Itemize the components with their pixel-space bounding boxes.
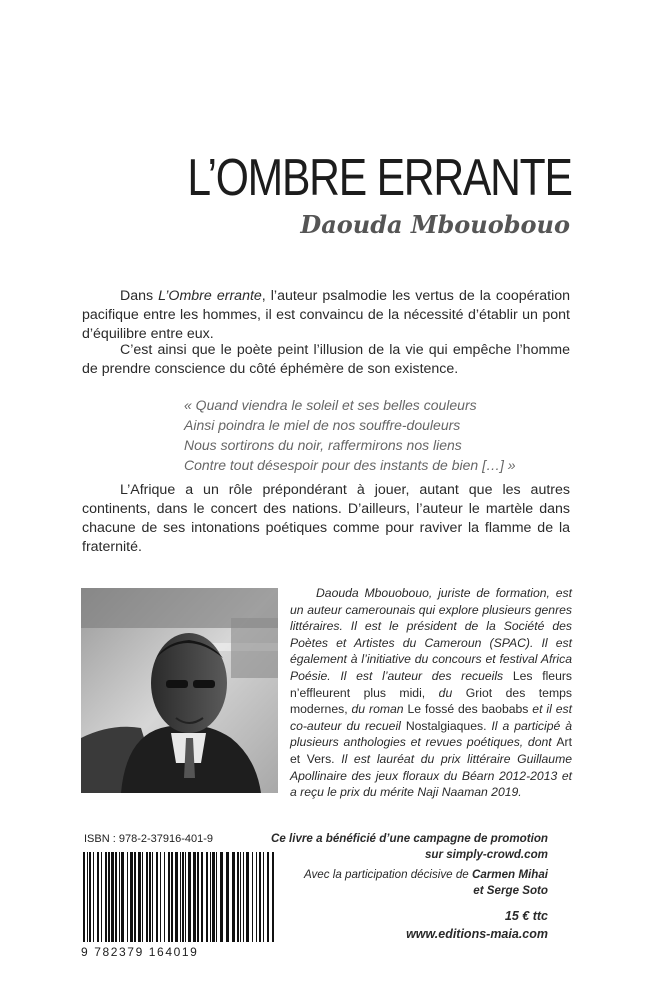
price: 15 € ttc [504,909,548,923]
promotion-note: Ce livre a bénéficié d’une campagne de promotion sur simply-crowd.com [270,832,548,861]
author-biography: Daouda Mbouobouo, juriste de formation, est un auteur camerounais qui explore plusieurs genres littéraires. Il est le président de la Société des Poètes et Artistes du Cameroun (SPAC). Il est également à l’initiative du concours et festival Africa Poésie. Il est l’auteur des recueils Les fleurs n’effleurent plus midi, du Griot des temps modernes, du roman Le fossé des baobabs et il est co-auteur du recueil Nostalgiaques. Il a participé à plusieurs anthologies et revues poétiques, dont Art et Vers. Il est lauréat du prix littéraire Guillaume Apollinaire des jeux floraux du Béarn 2012-2013 et a reçu le prix du mérite Naji Naaman 2019. [290,586,573,800]
author-photo [81,588,278,793]
summary-book-title: L’Ombre errante [158,288,262,304]
barcode [81,852,277,942]
quote-line: Ainsi poindra le miel de nos souffre-douleurs [184,417,461,433]
quote-line: Nous sortirons du noir, raffermirons nos liens [184,437,462,453]
summary-paragraph-3: L’Afrique a un rôle prépondérant à jouer, autant que les autres continents, dans le concert des nations. D’ailleurs, l’auteur le martèle dans chacune de ses intonations poétiques comme pour raviver la flamme de la fraternité. [82,482,570,555]
poem-quote [184,395,516,475]
participation-note: Avec la participation décisive de Carmen Mihai et Serge Soto [303,868,548,897]
book-author: Daouda Mbouobouo [300,210,570,239]
summary-paragraph-1: Dans L’Ombre errante, l’auteur psalmodie les vertus de la coopération pacifique entre les hommes, il est convaincu de la nécessité d’établir un pont d’équilibre entre eux. [82,288,570,342]
isbn: ISBN : 978-2-37916-401-9 [84,833,214,845]
publisher-website: www.editions-maia.com [406,927,548,941]
barcode-number: 9 782379 164019 [81,945,199,959]
summary-paragraph-2: C’est ainsi que le poète peint l’illusion de la vie qui empêche l’homme de prendre conscience du côté éphémère de son existence. [82,342,570,377]
book-title: L’OMBRE ERRANTE [187,149,572,207]
quote-line: « Quand viendra le soleil et ses belles couleurs [184,397,477,413]
quote-line: Contre tout désespoir pour des instants de bien […] » [184,457,516,473]
